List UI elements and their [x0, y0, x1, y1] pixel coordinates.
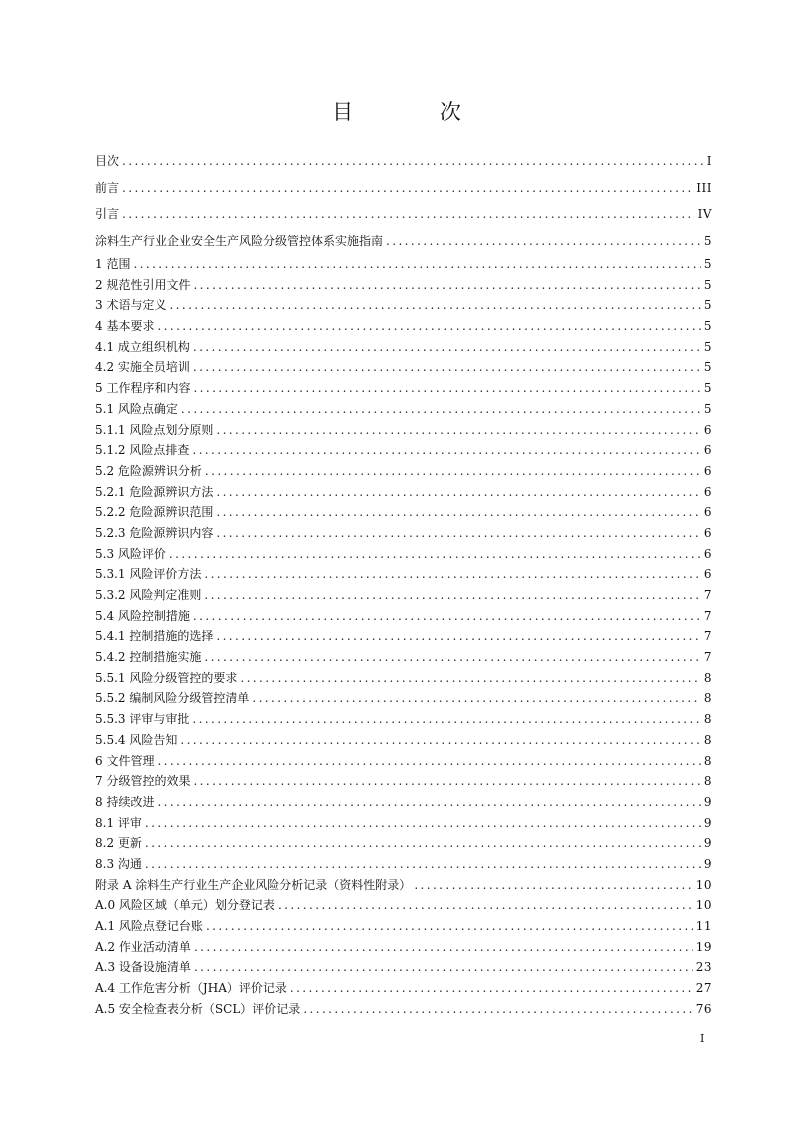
toc-dot-leader [181, 399, 701, 420]
toc-dot-leader [193, 275, 700, 296]
table-of-contents [95, 148, 712, 1019]
toc-entry-label: 6 文件管理 [95, 753, 155, 768]
toc-entry-label: 5.2.3 危险源辨识内容 [95, 525, 214, 540]
toc-dot-leader [169, 544, 701, 565]
toc-entry[interactable] [95, 148, 712, 175]
toc-entry[interactable] [95, 875, 712, 896]
toc-entry-label: 1 范围 [95, 257, 131, 271]
toc-entry-page: 7 [703, 629, 712, 644]
toc-dot-leader [204, 564, 701, 585]
toc-dot-leader [206, 916, 693, 937]
toc-entry-page: 8 [703, 670, 712, 685]
toc-dot-leader [122, 148, 704, 175]
toc-dot-leader [216, 502, 701, 523]
toc-entry-label: 4 基本要求 [95, 319, 155, 334]
toc-dot-leader [122, 175, 693, 202]
toc-dot-leader [145, 854, 701, 875]
toc-entry-label: 5.5.3 评审与审批 [95, 712, 190, 727]
toc-entry-label: 5.4 风险控制措施 [95, 608, 190, 623]
toc-dot-leader [157, 316, 700, 337]
toc-dot-leader [180, 730, 701, 751]
toc-entry[interactable] [95, 544, 712, 565]
toc-entry-page: 5 [703, 257, 712, 271]
toc-entry-label: 8.1 评审 [95, 815, 142, 830]
toc-dot-leader [290, 978, 693, 999]
toc-entry-page: 5 [703, 277, 712, 292]
toc-entry-label: 5.2 危险源辨识分析 [95, 463, 202, 478]
toc-entry-page: 10 [695, 877, 712, 892]
toc-entry-label: 引言 [95, 207, 120, 221]
toc-dot-leader [169, 295, 700, 316]
toc-entry-page: 5 [703, 319, 712, 334]
toc-entry-page: 9 [703, 794, 712, 809]
toc-entry-label: 4.1 成立组织机构 [95, 339, 190, 354]
toc-entry-label: 附录 A 涂料生产行业生产企业风险分析记录（资料性附录） [95, 877, 412, 892]
toc-entry-page: 7 [703, 608, 712, 623]
toc-entry-label: 5.3.2 风险判定准则 [95, 588, 202, 602]
toc-entry[interactable] [95, 709, 712, 730]
toc-entry[interactable] [95, 337, 712, 358]
toc-dot-leader [278, 895, 693, 916]
toc-entry-label: 8.2 更新 [95, 836, 142, 851]
toc-entry-page: 6 [703, 422, 712, 437]
toc-dot-leader [216, 523, 701, 544]
toc-dot-leader [193, 357, 701, 378]
toc-entry-page: 11 [695, 919, 712, 933]
toc-entry-label: 4.2 实施全员培训 [95, 360, 190, 375]
toc-entry-page: 5 [703, 339, 712, 354]
toc-entry[interactable] [95, 295, 712, 316]
toc-dot-leader [193, 606, 701, 627]
toc-entry[interactable] [95, 254, 712, 275]
toc-entry[interactable] [95, 895, 712, 916]
toc-dot-leader [252, 688, 701, 709]
toc-entry-page: 6 [703, 443, 712, 458]
toc-entry-label: 5.5.2 编制风险分级管控清单 [95, 691, 250, 706]
toc-entry-page: 6 [703, 525, 712, 540]
toc-entry-page: 10 [695, 898, 712, 913]
toc-entry-page: 6 [703, 567, 712, 582]
toc-dot-leader [192, 709, 701, 730]
toc-entry-label: A.5 安全检查表分析（SCL）评价记录 [95, 1001, 301, 1016]
toc-entry[interactable] [95, 399, 712, 420]
toc-entry[interactable] [95, 854, 712, 875]
toc-entry-page: 19 [695, 939, 712, 954]
toc-entry[interactable] [95, 626, 712, 647]
toc-entry-label: A.1 风险点登记台账 [95, 919, 203, 933]
page-number: I [700, 1032, 705, 1045]
toc-entry-page: 5 [703, 233, 712, 248]
toc-entry-label: 5.4.1 控制措施的选择 [95, 629, 214, 644]
toc-dot-leader [194, 957, 693, 978]
toc-dot-leader [194, 937, 693, 958]
toc-entry-page: 27 [695, 981, 712, 996]
toc-entry[interactable] [95, 523, 712, 544]
toc-dot-leader [414, 875, 692, 896]
toc-entry[interactable] [95, 420, 712, 441]
toc-entry[interactable] [95, 916, 712, 937]
toc-entry-label: A.4 工作危害分析（JHA）评价记录 [95, 981, 287, 996]
toc-dot-leader [386, 228, 701, 255]
toc-entry[interactable] [95, 228, 712, 255]
toc-entry-page: 7 [703, 650, 712, 665]
toc-entry-page: 9 [703, 836, 712, 851]
toc-entry-label: 5.2.2 危险源辨识范围 [95, 505, 214, 520]
toc-entry-page: 8 [703, 691, 712, 706]
toc-entry[interactable] [95, 957, 712, 978]
toc-entry-label: 5.5.1 风险分级管控的要求 [95, 670, 238, 685]
toc-dot-leader [193, 771, 700, 792]
toc-entry-page: 23 [695, 960, 712, 975]
toc-entry-label: 5.2.1 危险源辨识方法 [95, 484, 214, 499]
toc-entry-page: I [706, 154, 712, 168]
toc-entry-page: 7 [703, 588, 712, 602]
toc-entry-label: A.0 风险区域（单元）划分登记表 [95, 898, 275, 913]
toc-entry[interactable] [95, 606, 712, 627]
toc-entry[interactable] [95, 378, 712, 399]
toc-entry-label: 目次 [95, 154, 120, 168]
toc-entry[interactable] [95, 688, 712, 709]
toc-entry-label: 2 规范性引用文件 [95, 277, 191, 292]
toc-entry-page: 6 [703, 463, 712, 478]
toc-entry-label: 5 工作程序和内容 [95, 381, 191, 396]
toc-entry[interactable] [95, 201, 712, 228]
toc-entry[interactable] [95, 275, 712, 296]
toc-entry[interactable] [95, 440, 712, 461]
toc-dot-leader [303, 999, 692, 1020]
toc-entry-page: 5 [703, 401, 712, 416]
toc-dot-leader [193, 378, 700, 399]
toc-entry[interactable] [95, 175, 712, 202]
toc-entry[interactable] [95, 316, 712, 337]
toc-dot-leader [145, 813, 701, 834]
toc-entry[interactable] [95, 668, 712, 689]
toc-entry[interactable] [95, 730, 712, 751]
toc-entry-page: 6 [703, 484, 712, 499]
toc-entry[interactable] [95, 937, 712, 958]
toc-entry[interactable] [95, 999, 712, 1020]
toc-entry-page: 8 [703, 774, 712, 789]
toc-dot-leader [216, 626, 701, 647]
toc-dot-leader [216, 420, 701, 441]
toc-dot-leader [205, 461, 701, 482]
toc-entry[interactable] [95, 751, 712, 772]
toc-entry-label: 8 持续改进 [95, 794, 155, 809]
toc-entry[interactable] [95, 978, 712, 999]
toc-dot-leader [192, 440, 701, 461]
toc-dot-leader [145, 833, 701, 854]
toc-entry-label: 涂料生产行业企业安全生产风险分级管控体系实施指南 [95, 233, 384, 248]
toc-entry[interactable] [95, 564, 712, 585]
toc-dot-leader [193, 337, 701, 358]
page-title: 目 次 [332, 100, 501, 125]
toc-entry[interactable] [95, 647, 712, 668]
toc-entry[interactable] [95, 771, 712, 792]
toc-entry-label: 8.3 沟通 [95, 856, 142, 871]
toc-entry[interactable] [95, 357, 712, 378]
toc-entry-label: 7 分级管控的效果 [95, 774, 191, 789]
toc-entry-page: 5 [703, 360, 712, 375]
toc-entry-label: 前言 [95, 180, 120, 195]
toc-entry[interactable] [95, 792, 712, 813]
toc-dot-leader [133, 254, 700, 275]
toc-entry-page: 76 [695, 1001, 712, 1016]
toc-entry[interactable] [95, 502, 712, 523]
toc-entry-label: 5.1.1 风险点划分原则 [95, 422, 214, 437]
toc-dot-leader [157, 751, 700, 772]
toc-entry-page: 5 [703, 298, 712, 313]
toc-entry-page: 9 [703, 815, 712, 830]
toc-entry-label: 5.3.1 风险评价方法 [95, 567, 202, 582]
toc-entry-page: 6 [703, 505, 712, 520]
toc-entry[interactable] [95, 813, 712, 834]
toc-entry[interactable] [95, 833, 712, 854]
toc-entry[interactable] [95, 461, 712, 482]
toc-entry-label: 5.5.4 风险告知 [95, 732, 178, 747]
toc-entry-page: 8 [703, 712, 712, 727]
toc-entry-page: IV [697, 207, 712, 221]
toc-dot-leader [122, 201, 695, 228]
toc-entry-page: 6 [703, 546, 712, 561]
toc-entry-page: 5 [703, 381, 712, 396]
toc-entry[interactable] [95, 482, 712, 503]
toc-entry-label: A.3 设备设施清单 [95, 960, 191, 975]
toc-entry-label: 5.1.2 风险点排查 [95, 443, 190, 458]
toc-dot-leader [216, 482, 701, 503]
toc-dot-leader [240, 668, 701, 689]
toc-dot-leader [204, 585, 701, 606]
toc-entry-page: 8 [703, 732, 712, 747]
toc-entry-label: 5.1 风险点确定 [95, 401, 178, 416]
toc-dot-leader [157, 792, 700, 813]
toc-entry-label: 5.3 风险评价 [95, 546, 166, 561]
toc-entry-label: 3 术语与定义 [95, 298, 167, 313]
toc-entry[interactable] [95, 585, 712, 606]
toc-dot-leader [204, 647, 701, 668]
toc-entry-label: A.2 作业活动清单 [95, 939, 191, 954]
toc-entry-label: 5.4.2 控制措施实施 [95, 650, 202, 665]
toc-entry-page: 8 [703, 753, 712, 768]
toc-entry-page: III [696, 180, 712, 195]
toc-entry-page: 9 [703, 856, 712, 871]
